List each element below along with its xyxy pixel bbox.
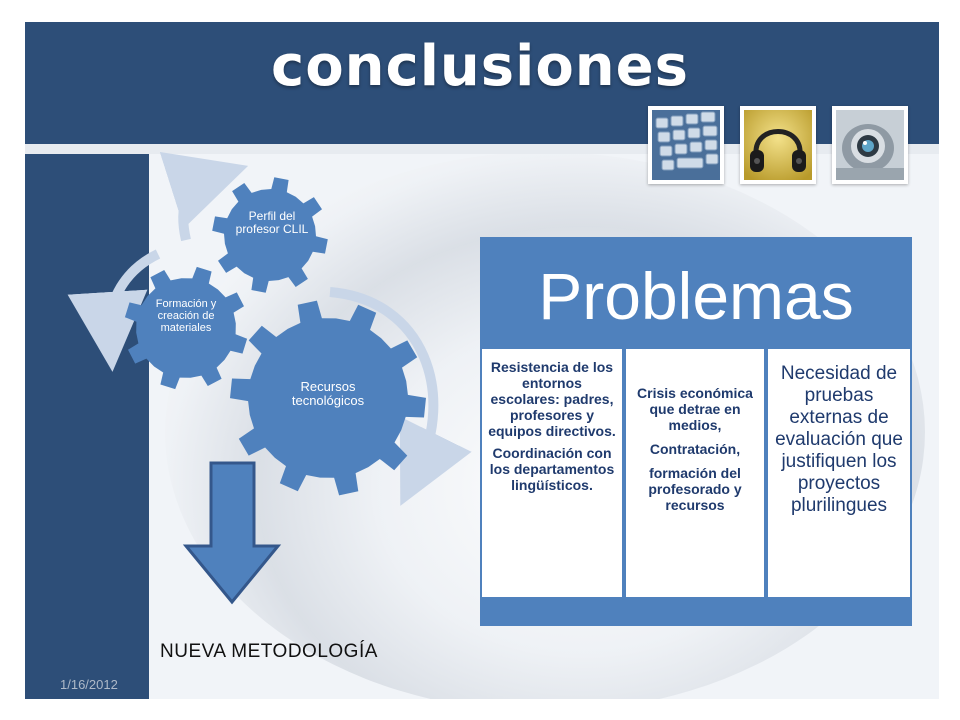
gear-label-perfil: Perfil del profesor CLIL <box>235 209 309 237</box>
problem-cell-crisis <box>626 349 764 597</box>
problem-cell-resistance <box>482 349 622 597</box>
problem-text: Crisis económica que detrae en medios, <box>637 385 753 433</box>
slide-title: conclusiones <box>271 34 689 99</box>
slide-date: 1/16/2012 <box>60 677 118 692</box>
problems-title: Problemas <box>538 259 854 333</box>
problem-text: Contratación, <box>649 441 741 457</box>
methodology-label: NUEVA METODOLOGÍA <box>160 641 378 662</box>
problem-text: Resistencia de los entornos escolares: padres, profesores y equipos directivos. <box>488 359 616 439</box>
problem-cell-evaluation <box>768 349 910 597</box>
problem-text: formación del profesorado y recursos <box>648 465 742 513</box>
problem-text: Necesidad de pruebas externas de evaluación que justifiquen los proyectos plurilingues <box>775 363 903 516</box>
problem-text: Coordinación con los departamentos lingüísticos. <box>489 445 615 493</box>
gear-label-recursos: Recursos tecnológicos <box>291 379 365 409</box>
gear-label-formacion: Formación y creación de materiales <box>155 298 217 335</box>
